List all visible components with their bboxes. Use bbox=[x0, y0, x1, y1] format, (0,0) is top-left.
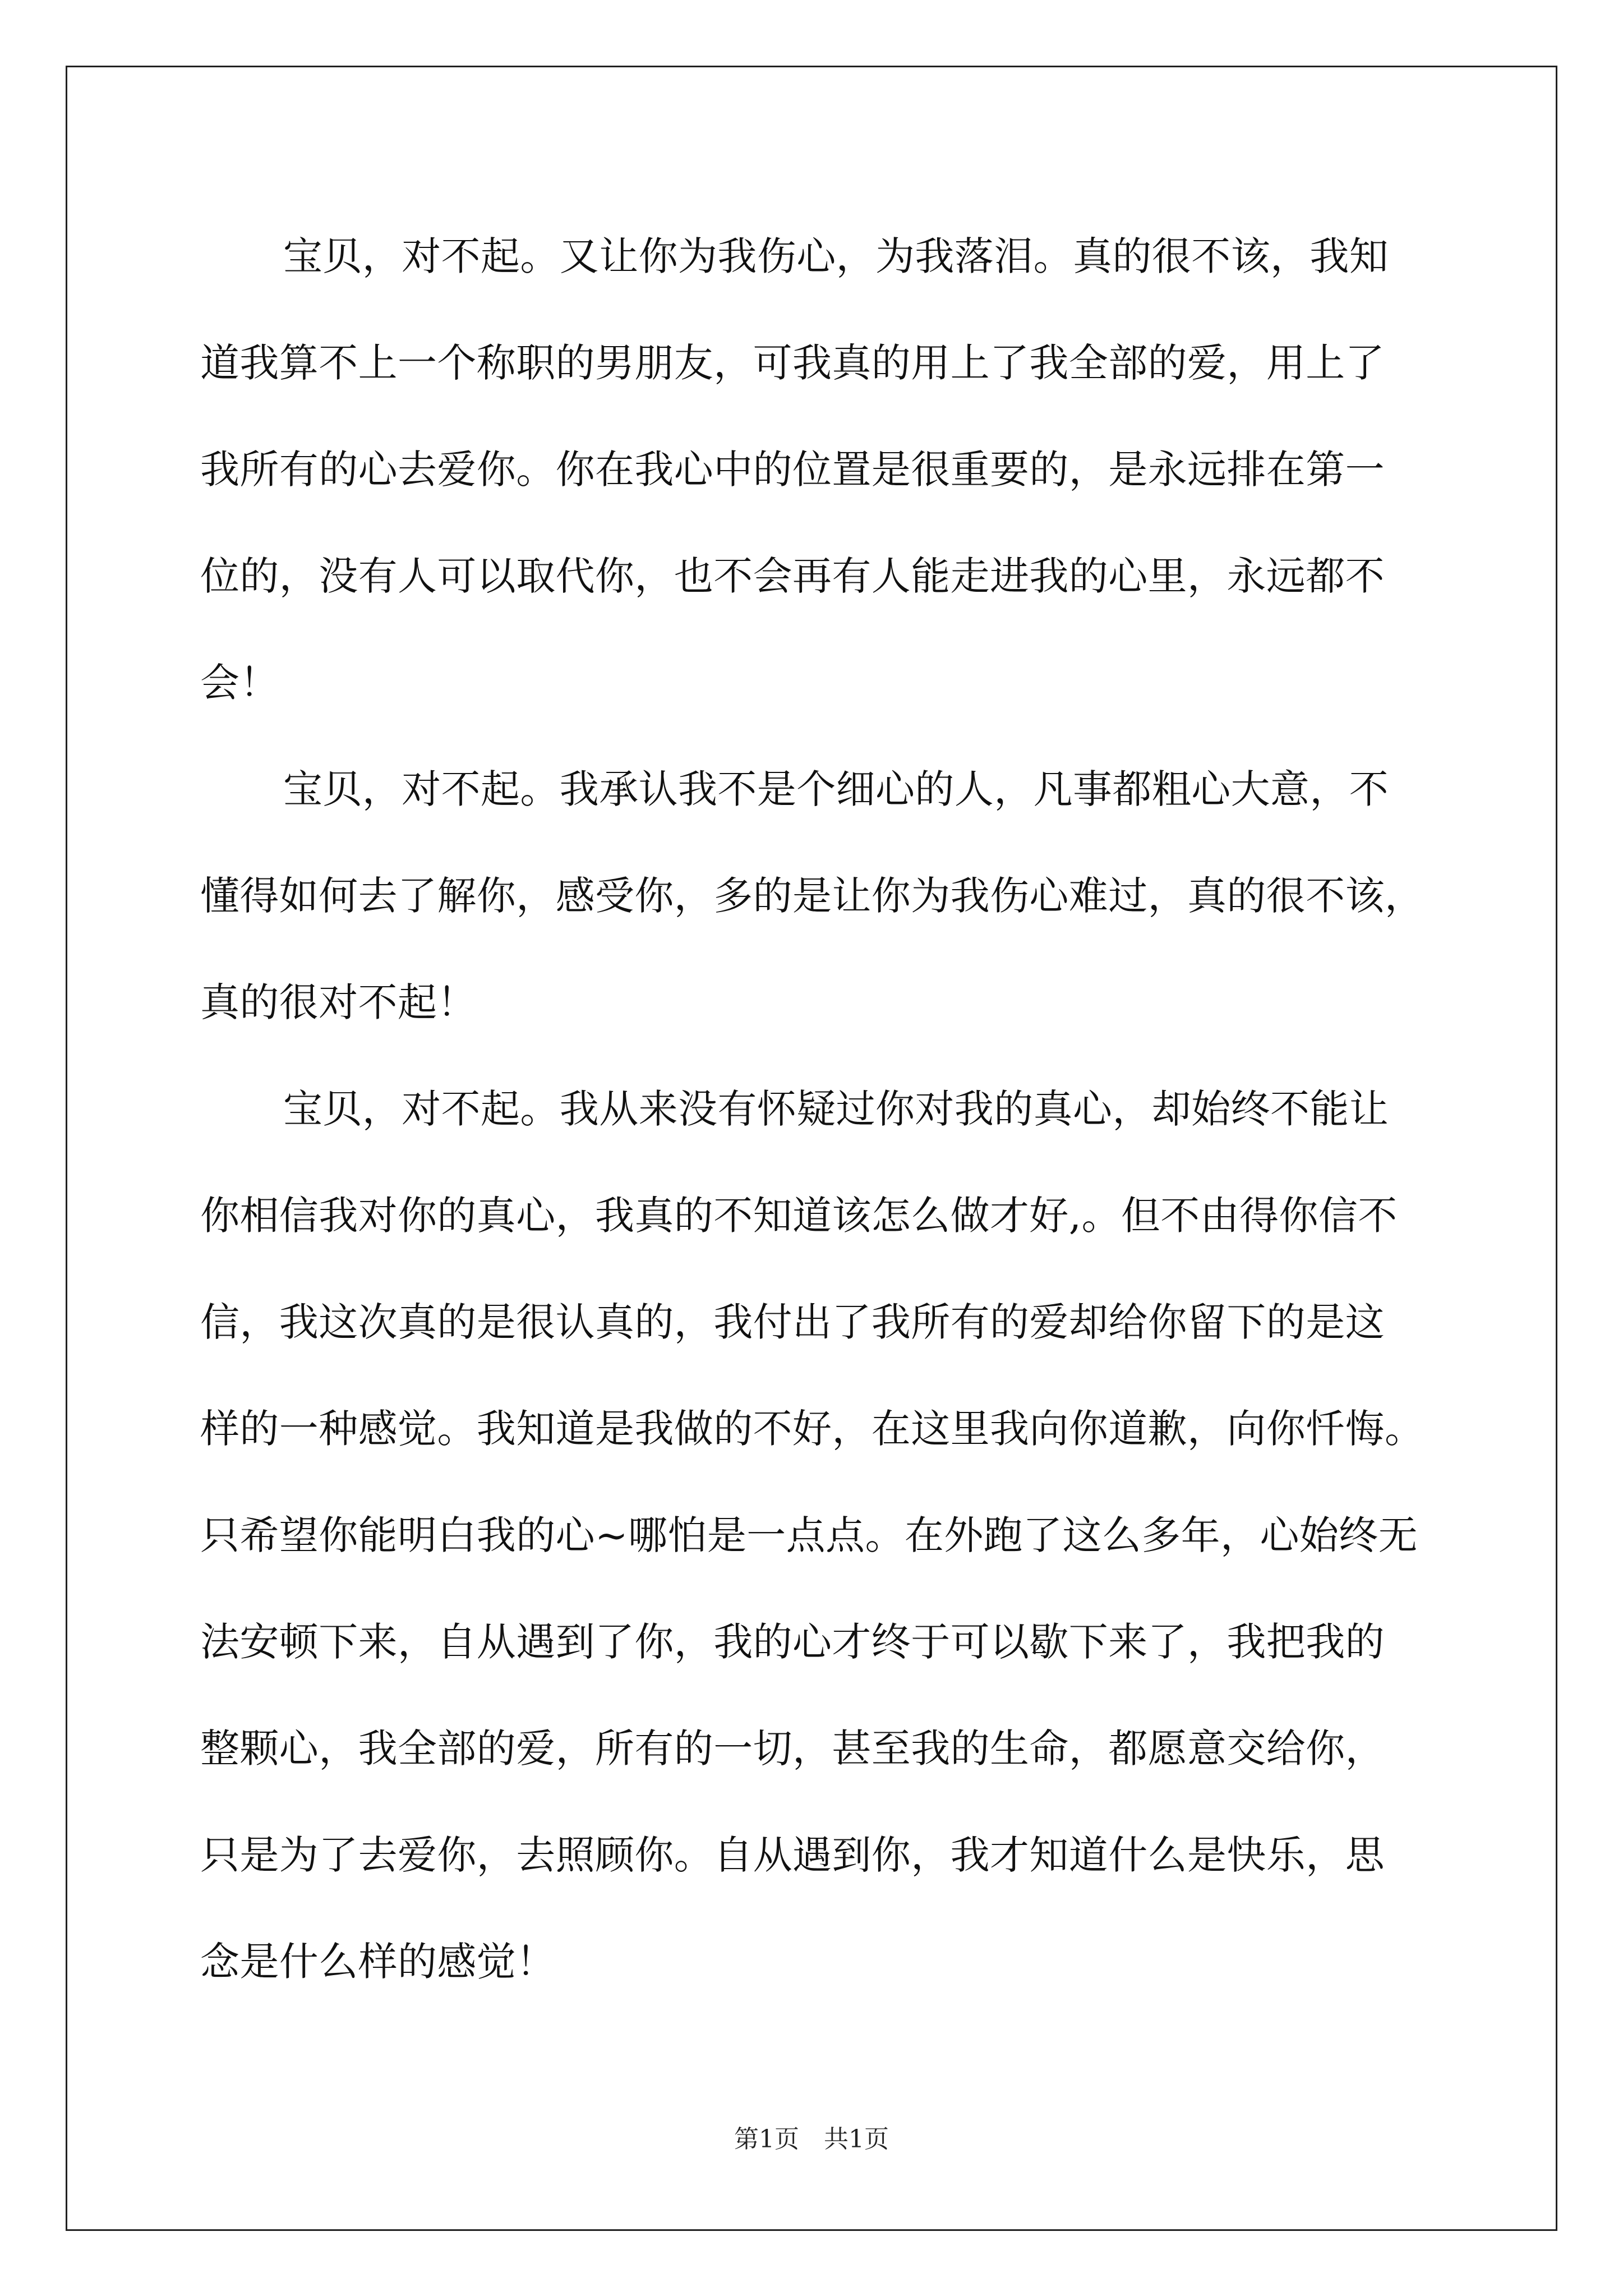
paragraph-3-line-4: 样的一种感觉。我知道是我做的不好，在这里我向你道歉，向你忏悔。 bbox=[200, 1406, 1424, 1452]
document-body bbox=[200, 203, 1434, 2015]
paragraph-3-line-3: 信，我这次真的是很认真的，我付出了我所有的爱却给你留下的是这 bbox=[200, 1299, 1385, 1345]
paragraph-3-line-6: 法安顿下来，自从遇到了你，我的心才终于可以歇下来了，我把我的 bbox=[200, 1619, 1385, 1665]
paragraph-3-line-8: 只是为了去爱你，去照顾你。自从遇到你，我才知道什么是快乐，思 bbox=[200, 1832, 1385, 1878]
page-number-footer: 第1页 共1页 bbox=[734, 2125, 889, 2154]
paragraph-2-line-3: 真的很对不起！ bbox=[200, 979, 477, 1025]
paragraph-3-line-7: 整颗心，我全部的爱，所有的一切，甚至我的生命，都愿意交给你， bbox=[200, 1726, 1385, 1772]
paragraph-1-line-4: 位的，没有人可以取代你，也不会再有人能走进我的心里，永远都不 bbox=[200, 553, 1385, 599]
paragraph-1-line-1: 宝贝，对不起。又让你为我伤心，为我落泪。真的很不该，我知 bbox=[283, 233, 1389, 279]
paragraph-3-line-9: 念是什么样的感觉！ bbox=[200, 1939, 556, 1985]
paragraph-3-line-1: 宝贝，对不起。我从来没有怀疑过你对我的真心，却始终不能让 bbox=[283, 1086, 1389, 1132]
paragraph-2-line-1: 宝贝，对不起。我承认我不是个细心的人，凡事都粗心大意，不 bbox=[283, 766, 1389, 812]
paragraph-1-line-2: 道我算不上一个称职的男朋友，可我真的用上了我全部的爱，用上了 bbox=[200, 340, 1385, 386]
paragraph-3-line-2: 你相信我对你的真心，我真的不知道该怎么做才好,。但不由得你信不 bbox=[200, 1193, 1398, 1239]
paragraph-2-line-2: 懂得如何去了解你，感受你，多的是让你为我伤心难过，真的很不该， bbox=[200, 873, 1424, 919]
paragraph-1-line-5: 会！ bbox=[200, 660, 279, 706]
paragraph-3-line-5: 只希望你能明白我的心~哪怕是一点点。在外跑了这么多年，心始终无 bbox=[200, 1512, 1418, 1558]
paragraph-1-line-3: 我所有的心去爱你。你在我心中的位置是很重要的，是永远排在第一 bbox=[200, 447, 1385, 493]
